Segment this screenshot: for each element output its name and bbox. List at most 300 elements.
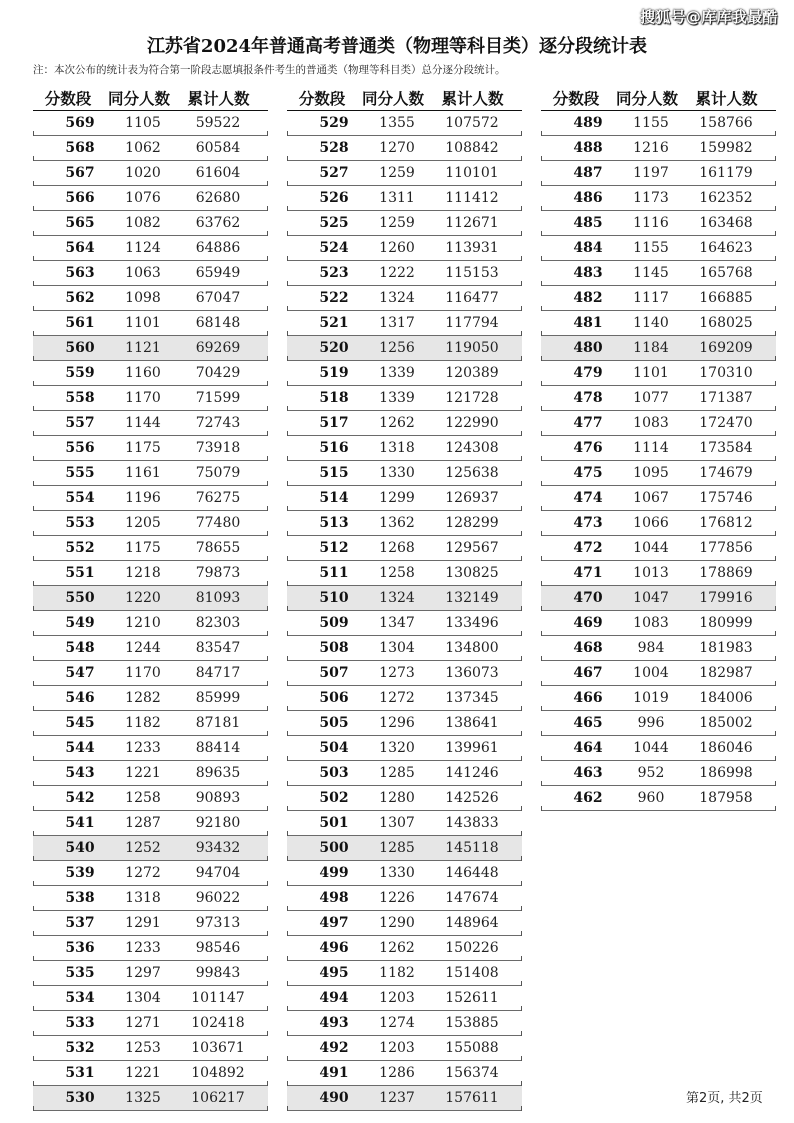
cumulative-cell: 96022	[195, 890, 241, 906]
count-cell: 1291	[125, 915, 161, 931]
score-cell: 537	[65, 915, 95, 931]
score-cell: 520	[319, 340, 349, 356]
count-cell: 1324	[379, 290, 415, 306]
count-cell: 1170	[125, 390, 161, 406]
count-cell: 1145	[633, 265, 669, 281]
table-row	[541, 686, 776, 711]
table-row	[33, 1086, 268, 1111]
score-cell: 474	[573, 490, 603, 506]
cumulative-cell: 145118	[445, 840, 499, 856]
count-cell: 1258	[125, 790, 161, 806]
table-row	[33, 611, 268, 636]
score-cell: 493	[319, 1015, 349, 1031]
score-cell: 465	[573, 715, 603, 731]
score-cell: 502	[319, 790, 349, 806]
score-cell: 500	[319, 840, 349, 856]
cumulative-cell: 67047	[195, 290, 241, 306]
score-cell: 561	[65, 315, 95, 331]
table-row	[33, 886, 268, 911]
table-row	[33, 136, 268, 161]
count-cell: 1004	[633, 665, 669, 681]
count-cell: 952	[637, 765, 665, 781]
score-cell: 498	[319, 890, 349, 906]
score-cell: 552	[65, 540, 95, 556]
table-row	[33, 261, 268, 286]
table-row	[287, 411, 522, 436]
count-cell: 1161	[125, 465, 161, 481]
count-cell: 1101	[633, 365, 669, 381]
count-cell: 1182	[125, 715, 161, 731]
table-row	[33, 536, 268, 561]
cumulative-cell: 174679	[699, 465, 753, 481]
score-cell: 511	[319, 565, 349, 581]
score-cell: 566	[65, 190, 95, 206]
count-cell: 1196	[125, 490, 161, 506]
table-row	[541, 461, 776, 486]
table-row	[33, 986, 268, 1011]
count-cell: 1101	[125, 315, 161, 331]
table-row	[541, 211, 776, 236]
count-cell: 960	[637, 790, 665, 806]
count-cell: 1270	[379, 140, 415, 156]
table-row	[287, 1011, 522, 1036]
cumulative-cell: 155088	[445, 1040, 499, 1056]
score-cell: 466	[573, 690, 603, 706]
count-cell: 1216	[633, 140, 669, 156]
score-cell: 568	[65, 140, 95, 156]
cumulative-cell: 134800	[445, 640, 499, 656]
cumulative-cell: 137345	[445, 690, 499, 706]
score-cell: 538	[65, 890, 95, 906]
header-cell: 同分人数	[361, 90, 424, 108]
score-cell: 522	[319, 290, 349, 306]
table-row	[287, 511, 522, 536]
table-row	[541, 611, 776, 636]
cumulative-cell: 115153	[445, 265, 499, 281]
cumulative-cell: 157611	[445, 1090, 499, 1106]
table-header	[287, 86, 522, 111]
count-cell: 1252	[125, 840, 161, 856]
cumulative-cell: 81093	[195, 590, 241, 606]
count-cell: 1233	[125, 740, 161, 756]
score-cell: 485	[573, 215, 603, 231]
count-cell: 1271	[125, 1015, 161, 1031]
table-header	[541, 86, 776, 111]
score-cell: 494	[319, 990, 349, 1006]
count-cell: 1320	[379, 740, 415, 756]
table-row	[33, 736, 268, 761]
table-row	[33, 711, 268, 736]
cumulative-cell: 68148	[195, 315, 241, 331]
table-row	[541, 486, 776, 511]
header-cell: 同分人数	[615, 90, 678, 108]
cumulative-cell: 151408	[445, 965, 499, 981]
count-cell: 1155	[633, 115, 669, 131]
count-cell: 1324	[379, 590, 415, 606]
count-cell: 1082	[125, 215, 161, 231]
score-cell: 499	[319, 865, 349, 881]
count-cell: 1285	[379, 765, 415, 781]
score-column-2	[287, 86, 522, 1111]
score-cell: 484	[573, 240, 603, 256]
cumulative-cell: 116477	[445, 290, 499, 306]
table-row	[287, 236, 522, 261]
cumulative-cell: 129567	[445, 540, 499, 556]
count-cell: 1044	[633, 740, 669, 756]
count-cell: 1347	[379, 615, 415, 631]
score-cell: 501	[319, 815, 349, 831]
header-cell: 分数段	[552, 90, 600, 108]
score-cell: 554	[65, 490, 95, 506]
table-row	[541, 536, 776, 561]
cumulative-cell: 97313	[195, 915, 241, 931]
cumulative-cell: 150226	[445, 940, 499, 956]
score-cell: 523	[319, 265, 349, 281]
count-cell: 1098	[125, 290, 161, 306]
count-cell: 1253	[125, 1040, 161, 1056]
table-row	[541, 336, 776, 361]
score-cell: 529	[319, 115, 349, 131]
cumulative-cell: 82303	[195, 615, 241, 631]
score-cell: 473	[573, 515, 603, 531]
cumulative-cell: 101147	[191, 990, 245, 1006]
table-row	[287, 311, 522, 336]
cumulative-cell: 158766	[699, 115, 753, 131]
count-cell: 1160	[125, 365, 161, 381]
table-row	[33, 411, 268, 436]
cumulative-cell: 90893	[195, 790, 241, 806]
cumulative-cell: 88414	[195, 740, 241, 756]
score-cell: 557	[65, 415, 95, 431]
score-cell: 569	[65, 115, 95, 131]
count-cell: 1262	[379, 415, 415, 431]
table-row	[541, 661, 776, 686]
count-cell: 1210	[125, 615, 161, 631]
table-row	[541, 111, 776, 136]
table-row	[541, 161, 776, 186]
table-row	[287, 111, 522, 136]
count-cell: 1290	[379, 915, 415, 931]
table-row	[287, 611, 522, 636]
score-cell: 486	[573, 190, 603, 206]
count-cell: 1067	[633, 490, 669, 506]
score-cell: 565	[65, 215, 95, 231]
count-cell: 1297	[125, 965, 161, 981]
score-cell: 521	[319, 315, 349, 331]
count-cell: 1296	[379, 715, 415, 731]
table-row	[33, 661, 268, 686]
table-row	[33, 836, 268, 861]
score-cell: 471	[573, 565, 603, 581]
table-row	[287, 211, 522, 236]
score-cell: 553	[65, 515, 95, 531]
count-cell: 1124	[125, 240, 161, 256]
table-row	[33, 811, 268, 836]
score-cell: 472	[573, 540, 603, 556]
table-row	[541, 511, 776, 536]
cumulative-cell: 139961	[445, 740, 499, 756]
table-row	[287, 811, 522, 836]
table-row	[33, 936, 268, 961]
count-cell: 1260	[379, 240, 415, 256]
cumulative-cell: 85999	[195, 690, 241, 706]
cumulative-cell: 142526	[445, 790, 499, 806]
cumulative-cell: 108842	[445, 140, 499, 156]
cumulative-cell: 126937	[445, 490, 499, 506]
score-cell: 536	[65, 940, 95, 956]
count-cell: 1318	[379, 440, 415, 456]
table-row	[541, 411, 776, 436]
cumulative-cell: 122990	[445, 415, 499, 431]
count-cell: 1311	[379, 190, 415, 206]
count-cell: 1262	[379, 940, 415, 956]
score-cell: 544	[65, 740, 95, 756]
score-cell: 477	[573, 415, 603, 431]
table-row	[287, 711, 522, 736]
table-row	[287, 336, 522, 361]
table-row	[287, 636, 522, 661]
score-cell: 555	[65, 465, 95, 481]
table-row	[287, 136, 522, 161]
table-row	[541, 361, 776, 386]
table-row	[33, 1011, 268, 1036]
score-cell: 532	[65, 1040, 95, 1056]
table-header	[33, 86, 268, 111]
cumulative-cell: 171387	[699, 390, 753, 406]
score-cell: 462	[573, 790, 603, 806]
count-cell: 1140	[633, 315, 669, 331]
score-cell: 490	[319, 1090, 349, 1106]
cumulative-cell: 132149	[445, 590, 499, 606]
score-cell: 503	[319, 765, 349, 781]
table-row	[287, 836, 522, 861]
count-cell: 1222	[379, 265, 415, 281]
score-cell: 469	[573, 615, 603, 631]
count-cell: 1044	[633, 540, 669, 556]
table-row	[541, 136, 776, 161]
count-cell: 1121	[125, 340, 161, 356]
cumulative-cell: 170310	[699, 365, 753, 381]
count-cell: 1233	[125, 940, 161, 956]
count-cell: 1173	[633, 190, 669, 206]
score-cell: 546	[65, 690, 95, 706]
cumulative-cell: 106217	[191, 1090, 245, 1106]
table-row	[287, 661, 522, 686]
score-cell: 507	[319, 665, 349, 681]
count-cell: 1285	[379, 840, 415, 856]
header-cell: 累计人数	[695, 90, 758, 108]
table-row	[287, 436, 522, 461]
score-cell: 517	[319, 415, 349, 431]
cumulative-cell: 64886	[195, 240, 241, 256]
score-cell: 518	[319, 390, 349, 406]
count-cell: 1339	[379, 390, 415, 406]
score-cell: 514	[319, 490, 349, 506]
cumulative-cell: 99843	[195, 965, 241, 981]
count-cell: 1221	[125, 765, 161, 781]
count-cell: 1203	[379, 990, 415, 1006]
table-row	[541, 736, 776, 761]
count-cell: 1362	[379, 515, 415, 531]
table-row	[33, 861, 268, 886]
cumulative-cell: 60584	[195, 140, 241, 156]
score-cell: 542	[65, 790, 95, 806]
count-cell: 1047	[633, 590, 669, 606]
score-cell: 515	[319, 465, 349, 481]
cumulative-cell: 161179	[699, 165, 753, 181]
cumulative-cell: 83547	[195, 640, 241, 656]
table-row	[287, 261, 522, 286]
count-cell: 1083	[633, 415, 669, 431]
score-cell: 545	[65, 715, 95, 731]
score-cell: 556	[65, 440, 95, 456]
score-cell: 492	[319, 1040, 349, 1056]
cumulative-cell: 138641	[445, 715, 499, 731]
cumulative-cell: 133496	[445, 615, 499, 631]
score-cell: 504	[319, 740, 349, 756]
count-cell: 1175	[125, 440, 161, 456]
count-cell: 1197	[633, 165, 669, 181]
cumulative-cell: 163468	[699, 215, 753, 231]
header-cell: 累计人数	[187, 90, 250, 108]
cumulative-cell: 182987	[699, 665, 753, 681]
count-cell: 1077	[633, 390, 669, 406]
score-cell: 531	[65, 1065, 95, 1081]
count-cell: 1066	[633, 515, 669, 531]
score-cell: 530	[65, 1090, 95, 1106]
count-cell: 1355	[379, 115, 415, 131]
cumulative-cell: 125638	[445, 465, 499, 481]
cumulative-cell: 124308	[445, 440, 499, 456]
score-cell: 516	[319, 440, 349, 456]
score-cell: 491	[319, 1065, 349, 1081]
cumulative-cell: 184006	[699, 690, 753, 706]
table-row	[287, 736, 522, 761]
table-row	[33, 236, 268, 261]
table-row	[287, 536, 522, 561]
count-cell: 1062	[125, 140, 161, 156]
cumulative-cell: 113931	[445, 240, 499, 256]
cumulative-cell: 185002	[699, 715, 753, 731]
table-row	[287, 786, 522, 811]
cumulative-cell: 168025	[699, 315, 753, 331]
cumulative-cell: 69269	[195, 340, 241, 356]
cumulative-cell: 111412	[445, 190, 499, 206]
score-cell: 509	[319, 615, 349, 631]
score-cell: 470	[573, 590, 603, 606]
score-cell: 567	[65, 165, 95, 181]
watermark-text: 搜狐号@库库我最酷	[640, 8, 778, 26]
score-cell: 550	[65, 590, 95, 606]
cumulative-cell: 136073	[445, 665, 499, 681]
score-cell: 481	[573, 315, 603, 331]
count-cell: 1330	[379, 465, 415, 481]
table-row	[33, 586, 268, 611]
score-cell: 508	[319, 640, 349, 656]
cumulative-cell: 71599	[195, 390, 241, 406]
cumulative-cell: 93432	[195, 840, 241, 856]
table-row	[287, 586, 522, 611]
score-cell: 506	[319, 690, 349, 706]
table-row	[541, 586, 776, 611]
cumulative-cell: 92180	[195, 815, 241, 831]
table-row	[287, 686, 522, 711]
cumulative-cell: 102418	[191, 1015, 245, 1031]
score-cell: 476	[573, 440, 603, 456]
score-cell: 467	[573, 665, 603, 681]
score-cell: 533	[65, 1015, 95, 1031]
table-row	[33, 461, 268, 486]
cumulative-cell: 143833	[445, 815, 499, 831]
cumulative-cell: 75079	[195, 465, 241, 481]
score-cell: 468	[573, 640, 603, 656]
cumulative-cell: 165768	[699, 265, 753, 281]
header-cell: 同分人数	[107, 90, 170, 108]
table-row	[287, 361, 522, 386]
count-cell: 1170	[125, 665, 161, 681]
count-cell: 1272	[125, 865, 161, 881]
table-row	[33, 111, 268, 136]
cumulative-cell: 162352	[699, 190, 753, 206]
count-cell: 1280	[379, 790, 415, 806]
table-row	[287, 1036, 522, 1061]
score-cell: 560	[65, 340, 95, 356]
header-cell: 分数段	[298, 90, 346, 108]
score-cell: 513	[319, 515, 349, 531]
count-cell: 1218	[125, 565, 161, 581]
table-row	[287, 886, 522, 911]
table-row	[33, 336, 268, 361]
cumulative-cell: 177856	[699, 540, 753, 556]
table-row	[541, 711, 776, 736]
count-cell: 1304	[379, 640, 415, 656]
count-cell: 1259	[379, 215, 415, 231]
score-cell: 483	[573, 265, 603, 281]
count-cell: 1273	[379, 665, 415, 681]
cumulative-cell: 98546	[195, 940, 241, 956]
page-footer: 第2页, 共2页	[686, 1091, 763, 1106]
cumulative-cell: 61604	[195, 165, 241, 181]
cumulative-cell: 70429	[195, 365, 241, 381]
count-cell: 1272	[379, 690, 415, 706]
cumulative-cell: 103671	[191, 1040, 245, 1056]
score-cell: 541	[65, 815, 95, 831]
score-cell: 496	[319, 940, 349, 956]
score-column-3	[541, 86, 776, 811]
cumulative-cell: 73918	[195, 440, 241, 456]
cumulative-cell: 187958	[699, 790, 753, 806]
score-cell: 488	[573, 140, 603, 156]
count-cell: 984	[637, 640, 665, 656]
table-row	[33, 386, 268, 411]
score-cell: 551	[65, 565, 95, 581]
cumulative-cell: 186046	[699, 740, 753, 756]
score-cell: 475	[573, 465, 603, 481]
score-cell: 489	[573, 115, 603, 131]
count-cell: 1318	[125, 890, 161, 906]
score-cell: 559	[65, 365, 95, 381]
table-row	[33, 161, 268, 186]
score-cell: 510	[319, 590, 349, 606]
table-row	[287, 186, 522, 211]
score-cell: 519	[319, 365, 349, 381]
score-cell: 558	[65, 390, 95, 406]
header-cell: 分数段	[44, 90, 92, 108]
table-row	[541, 761, 776, 786]
cumulative-cell: 119050	[445, 340, 499, 356]
count-cell: 1282	[125, 690, 161, 706]
cumulative-cell: 156374	[445, 1065, 499, 1081]
